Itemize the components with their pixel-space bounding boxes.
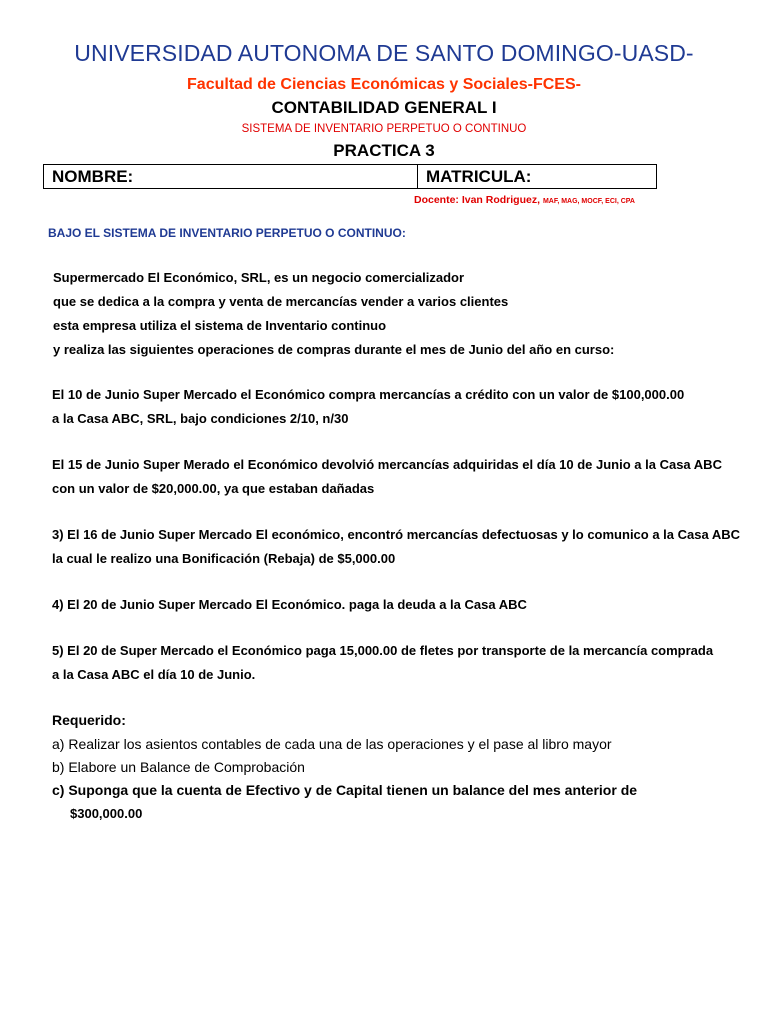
practice-title: PRACTICA 3 (333, 141, 435, 160)
intro-line: que se dedica a la compra y venta de mercancías vender a varios clientes (53, 294, 509, 309)
instructor-credentials: MAF, MAG, MOCF, ECI, CPA (542, 198, 635, 205)
university-title: UNIVERSIDAD AUTONOMA DE SANTO DOMINGO-UASD- (74, 40, 694, 66)
name-field[interactable] (44, 165, 418, 188)
required-item-c-amount: $300,000.00 (70, 806, 143, 821)
identification-table (43, 164, 657, 189)
intro-line: Supermercado El Económico, SRL, es un negocio comercializador (53, 270, 465, 285)
required-item-b: b) Elabore un Balance de Comprobación (52, 759, 305, 775)
required-item-a: a) Realizar los asientos contables de cada una de las operaciones y el pase al libro mayor (52, 736, 612, 752)
operation-line: a la Casa ABC el día 10 de Junio. (52, 667, 256, 682)
faculty-title: Facultad de Ciencias Económicas y Sociales-FCES- (187, 76, 581, 93)
instructor-label: Docente: Ivan Rodriguez, (414, 194, 541, 206)
operation-line: la cual le realizo una Bonificación (Rebaja) de $5,000.00 (52, 551, 396, 566)
system-subtitle: SISTEMA DE INVENTARIO PERPETUO O CONTINUO (241, 123, 527, 135)
operation-line: 4) El 20 de Junio Super Mercado El Económico. paga la deuda a la Casa ABC (52, 597, 527, 612)
instructor-line (414, 194, 635, 206)
operation-line: a la Casa ABC, SRL, bajo condiciones 2/10, n/30 (52, 411, 349, 426)
section-heading: BAJO EL SISTEMA DE INVENTARIO PERPETUO O CONTINUO: (48, 226, 406, 240)
id-number-field[interactable] (418, 165, 656, 188)
operation-line: El 15 de Junio Super Merado el Económico devolvió mercancías adquiridas el día 10 de Junio a la Casa ABC (52, 457, 722, 472)
id-number-label: MATRICULA: (426, 167, 532, 186)
required-item-c: c) Suponga que la cuenta de Efectivo y de Capital tienen un balance del mes anterior de (52, 782, 638, 798)
operation-line: El 10 de Junio Super Mercado el Económico compra mercancías a crédito con un valor de $100,000.00 (52, 387, 685, 402)
intro-line: esta empresa utiliza el sistema de Inventario continuo (53, 318, 387, 333)
required-title: Requerido: (52, 712, 126, 728)
intro-line: y realiza las siguientes operaciones de compras durante el mes de Junio del año en curso: (53, 342, 615, 357)
course-title: CONTABILIDAD GENERAL I (271, 98, 497, 117)
operation-line: 5) El 20 de Super Mercado el Económico paga 15,000.00 de fletes por transporte de la mercancía comprada (52, 643, 714, 658)
operation-line: 3) El 16 de Junio Super Mercado El económico, encontró mercancías defectuosas y lo comunico a la Casa ABC (52, 527, 741, 542)
name-label: NOMBRE: (52, 167, 134, 186)
operation-line: con un valor de $20,000.00, ya que estaban dañadas (52, 481, 375, 496)
